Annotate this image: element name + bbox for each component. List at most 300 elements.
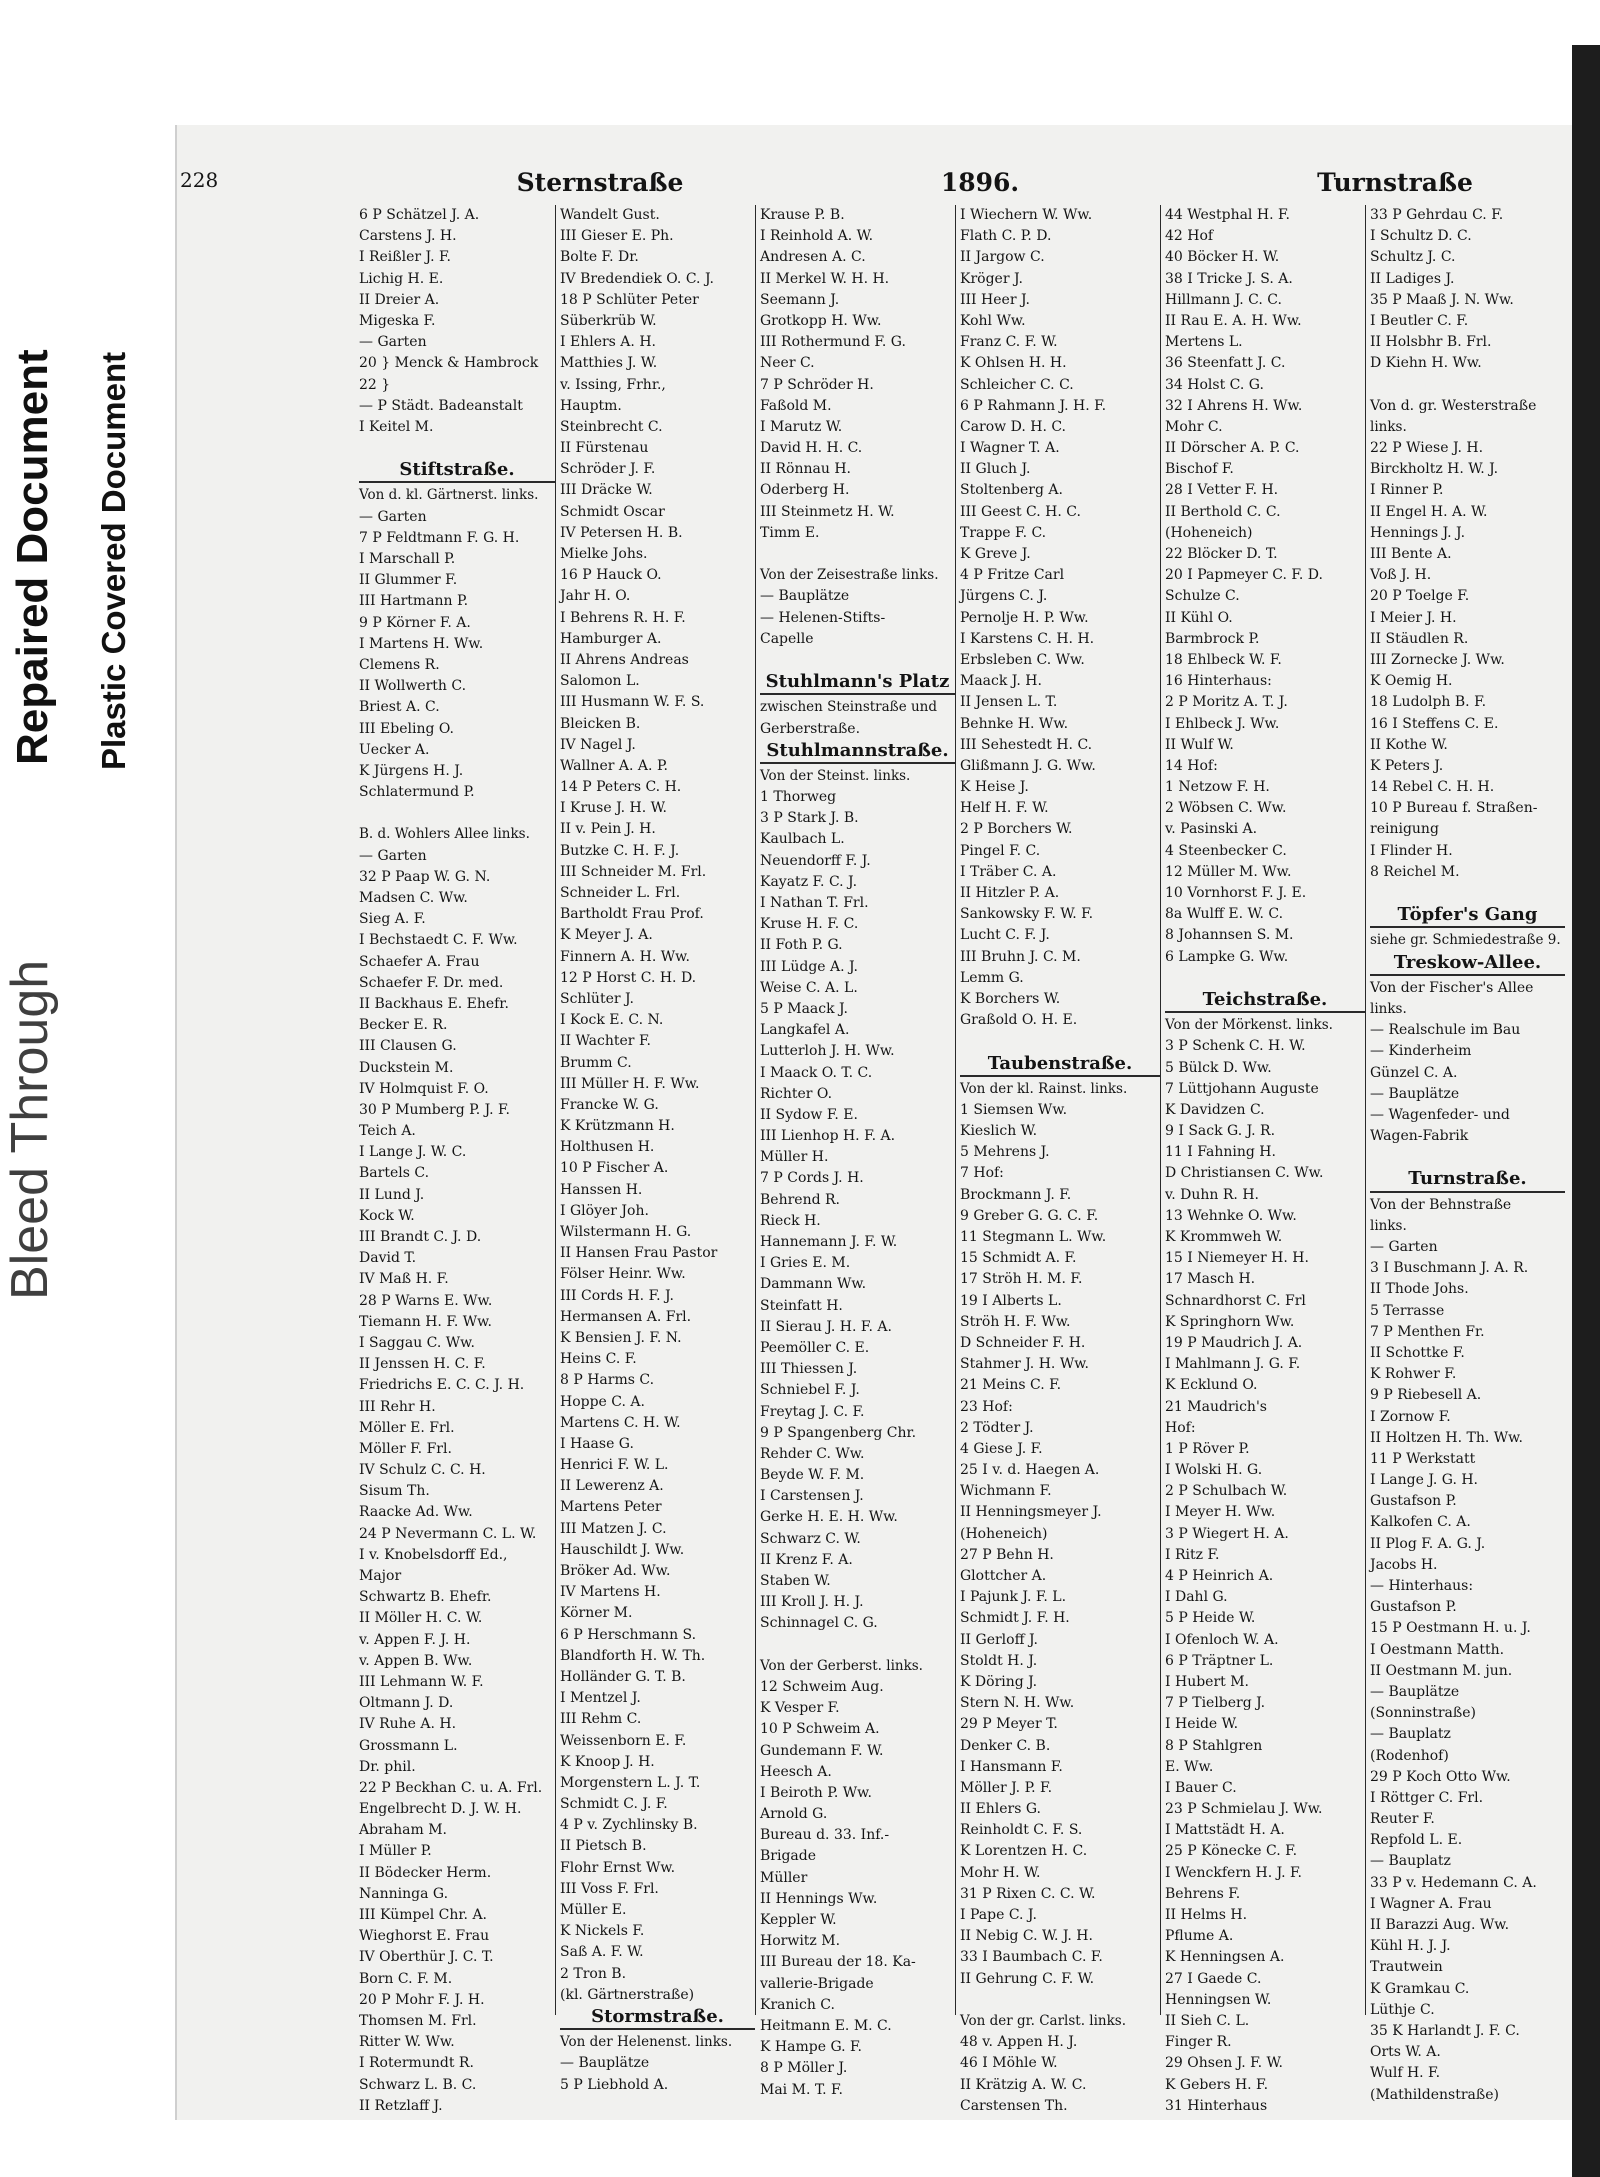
directory-entry: reinigung <box>1370 821 1439 838</box>
directory-entry: Von der Steinst. links. <box>760 767 911 784</box>
directory-entry: I Oestmann Matth. <box>1370 1641 1505 1658</box>
directory-entry: 33 P Gehrdau C. F. <box>1370 207 1504 223</box>
directory-entry: IV Schulz C. C. H. <box>359 1462 486 1479</box>
directory-entry: II Holtzen H. Th. Ww. <box>1370 1429 1523 1446</box>
directory-entry: I Reißler J. F. <box>359 249 451 266</box>
directory-entry: IV Ruhe A. H. <box>359 1716 457 1733</box>
directory-entry: II Jenssen H. C. F. <box>359 1356 486 1373</box>
directory-entry: 7 P Feldtmann F. G. H. <box>359 529 520 546</box>
directory-entry: Müller <box>760 1869 808 1886</box>
directory-entry: II Sieh C. L. <box>1165 2012 1250 2029</box>
directory-entry: Holthusen H. <box>560 1139 655 1156</box>
directory-entry: Capelle <box>760 630 814 647</box>
directory-entry: 35 P Maaß J. N. Ww. <box>1370 291 1514 308</box>
directory-entry: I Kock E. C. N. <box>560 1012 664 1029</box>
directory-entry: II Merkel W. H. H. <box>760 270 890 287</box>
directory-entry: v. Appen B. Ww. <box>359 1652 473 1669</box>
directory-entry: 1 Siemsen Ww. <box>960 1101 1068 1118</box>
directory-entry: Matthies J. W. <box>560 355 658 372</box>
directory-entry: III Rehm C. <box>560 1711 642 1728</box>
directory-entry: v. Pasinski A. <box>1165 821 1258 838</box>
directory-entry: 27 P Behn H. <box>960 1546 1054 1563</box>
directory-entry: K Davidzen C. <box>1165 1101 1265 1118</box>
directory-entry: Wilstermann H. G. <box>560 1224 692 1240</box>
directory-entry: III Thiessen J. <box>760 1361 858 1378</box>
directory-entry: I Müller P. <box>359 1843 432 1860</box>
directory-entry: 9 I Sack G. J. R. <box>1165 1123 1276 1140</box>
directory-entry: Glißmann J. G. Ww. <box>960 757 1096 774</box>
directory-entry: K Nickels F. <box>560 1923 645 1940</box>
directory-entry: Abraham M. <box>359 1822 447 1839</box>
directory-entry: Günzel C. A. <box>1370 1064 1458 1081</box>
directory-entry: Behrend R. <box>760 1191 840 1208</box>
directory-columns <box>355 205 1565 2114</box>
directory-entry: II Lewerenz A. <box>560 1478 664 1495</box>
directory-entry: Lemm G. <box>960 969 1024 986</box>
directory-entry: 5 P Maack J. <box>760 1000 849 1017</box>
directory-entry: — Garten <box>359 847 427 864</box>
directory-entry: 7 P Tielberg J. <box>1165 1695 1266 1712</box>
directory-entry: — Garten <box>359 334 427 351</box>
directory-entry: II Hitzler P. A. <box>960 885 1060 901</box>
directory-entry: E. Ww. <box>1165 1758 1214 1775</box>
directory-entry: I Ritz F. <box>1165 1546 1220 1563</box>
directory-entry: Pingel F. C. <box>960 842 1041 859</box>
directory-entry: Jürgens C. J. <box>960 588 1048 605</box>
directory-entry: I Wenckfern H. J. F. <box>1165 1864 1302 1881</box>
directory-entry: Blandforth H. W. Th. <box>560 1647 706 1664</box>
directory-entry: I Ehlers A. H. <box>560 334 656 351</box>
directory-entry: — Kinderheim <box>1370 1043 1472 1060</box>
directory-entry: 22 P Wiese J. H. <box>1370 440 1484 457</box>
directory-entry: I Haase G. <box>560 1435 634 1452</box>
directory-entry: Neer C. <box>760 355 815 372</box>
directory-entry: 12 Müller M. Ww. <box>1165 863 1292 880</box>
directory-entry: Sieg A. F. <box>359 911 426 928</box>
directory-entry: 23 Hof: <box>960 1398 1013 1415</box>
directory-entry: II Foth P. G. <box>760 937 843 954</box>
directory-entry: Hanssen H. <box>560 1181 643 1198</box>
directory-entry: I Bechstaedt C. F. Ww. <box>359 932 518 949</box>
directory-entry: Dammann Ww. <box>760 1276 867 1293</box>
directory-entry: I Saggau C. Ww. <box>359 1334 475 1351</box>
scan-margin-labels <box>0 0 175 2177</box>
directory-entry: III Sehestedt H. C. <box>960 736 1093 753</box>
directory-entry: Bartholdt Frau Prof. <box>560 906 704 923</box>
directory-entry: K Ecklund O. <box>1165 1377 1258 1394</box>
directory-entry: K Bensien J. F. N. <box>560 1329 682 1346</box>
directory-entry: — Bauplätze <box>560 2055 650 2072</box>
street-heading: Taubenstraße. <box>960 1053 1160 1077</box>
directory-entry: II Fürstenau <box>560 440 649 457</box>
directory-entry: — Helenen-Stifts- <box>760 609 886 626</box>
directory-entry: III Kroll J. H. J. <box>760 1594 864 1611</box>
directory-entry: II Henningsmeyer J. <box>960 1504 1102 1521</box>
directory-entry: Birckholtz H. W. J. <box>1370 461 1499 478</box>
directory-entry: 1 Netzow F. H. <box>1165 779 1270 796</box>
directory-entry: 11 I Fahning H. <box>1165 1144 1276 1161</box>
directory-entry: 25 P Könecke C. F. <box>1165 1843 1298 1860</box>
directory-entry: Ströh H. F. Ww. <box>960 1313 1071 1330</box>
directory-entry: I Carstensen J. <box>760 1488 864 1505</box>
directory-entry: Von der kl. Rainst. links. <box>960 1080 1128 1097</box>
directory-entry: Staben W. <box>760 1573 831 1589</box>
directory-entry: Schaefer A. Frau <box>359 953 480 970</box>
directory-entry: II Rönnau H. <box>760 461 851 478</box>
directory-entry: Kaulbach L. <box>760 831 845 848</box>
directory-entry: II Bödecker Herm. <box>359 1864 492 1881</box>
directory-entry: Lucht C. F. J. <box>960 927 1050 944</box>
directory-entry: II v. Pein J. H. <box>560 821 656 838</box>
directory-entry: Kalkofen C. A. <box>1370 1514 1471 1531</box>
directory-column-1 <box>355 205 555 2114</box>
street-heading: Stormstraße. <box>560 2006 755 2030</box>
directory-entry: II Lund J. <box>359 1186 425 1203</box>
directory-entry: III Bureau der 18. Ka- <box>760 1954 916 1971</box>
directory-entry: Mohr H. W. <box>960 1864 1041 1881</box>
directory-entry: 8 Johannsen S. M. <box>1165 927 1294 944</box>
directory-entry: (kl. Gärtnerstraße) <box>560 1986 695 2003</box>
directory-entry: II Barazzi Aug. Ww. <box>1370 1917 1510 1933</box>
directory-entry: Heitmann E. M. C. <box>760 2017 892 2034</box>
directory-entry: II Jensen L. T. <box>960 694 1058 711</box>
directory-entry: — Realschule im Bau <box>1370 1022 1521 1039</box>
directory-entry: Ritter W. Ww. <box>359 2034 455 2051</box>
directory-entry: II Oestmann M. jun. <box>1370 1662 1513 1679</box>
directory-entry: Von der Helenenst. links. <box>560 2034 733 2051</box>
directory-entry: Bröker Ad. Ww. <box>560 1563 671 1579</box>
directory-entry: Nanninga G. <box>359 1885 449 1902</box>
directory-entry: Behnke H. Ww. <box>960 715 1069 732</box>
bleed-through-label: Bleed Through <box>1 959 59 1300</box>
directory-entry: II Dreier A. <box>359 291 440 308</box>
directory-entry: I Flinder H. <box>1370 842 1453 859</box>
directory-entry: II Wulf W. <box>1165 736 1234 753</box>
directory-entry: II Gerloff J. <box>960 1631 1038 1648</box>
directory-entry: Gerke H. E. H. Ww. <box>760 1509 898 1526</box>
directory-entry: (Mathildenstraße) <box>1370 2086 1499 2103</box>
directory-entry: Glottcher A. <box>960 1568 1047 1584</box>
directory-entry: Carstens J. H. <box>359 228 457 245</box>
directory-entry: — Garten <box>1370 1239 1438 1255</box>
directory-entry: Weissenborn E. F. <box>560 1732 687 1749</box>
directory-entry: Repfold L. E. <box>1370 1832 1463 1849</box>
directory-entry: 6 P Träptner L. <box>1165 1652 1274 1669</box>
directory-entry: Martens C. H. W. <box>560 1414 681 1431</box>
directory-entry: Hof: <box>1165 1419 1196 1436</box>
directory-entry: Wandelt Gust. <box>560 207 660 223</box>
directory-entry: 2 Tron B. <box>560 1965 627 1982</box>
directory-entry: 18 P Schlüter Peter <box>560 291 699 308</box>
directory-entry: links. <box>1370 418 1407 435</box>
directory-entry: Gerberstraße. <box>760 720 861 737</box>
directory-entry: III Kümpel Chr. A. <box>359 1907 488 1923</box>
directory-entry: II Dörscher A. P. C. <box>1165 440 1300 457</box>
directory-entry: I Träber C. A. <box>960 863 1057 880</box>
directory-entry: (Hoheneich) <box>1165 524 1253 541</box>
directory-entry: Schnardhorst C. Frl <box>1165 1292 1306 1309</box>
directory-entry: Friedrichs E. C. C. J. H. <box>359 1377 525 1394</box>
directory-entry: Schwartz B. Ehefr. <box>359 1589 492 1606</box>
directory-entry: 34 Holst C. G. <box>1165 376 1264 393</box>
directory-entry: I Keitel M. <box>359 418 434 435</box>
directory-entry: v. Issing, Frhr., <box>560 376 666 393</box>
directory-entry: 6 Lampke G. Ww. <box>1165 948 1289 965</box>
directory-entry: I Wagner T. A. <box>960 440 1060 457</box>
directory-entry: Barmbrock P. <box>1165 630 1260 647</box>
directory-entry <box>359 438 555 459</box>
directory-entry: 3 P Wiegert H. A. <box>1165 1525 1289 1542</box>
directory-entry: 4 P Heinrich A. <box>1165 1568 1274 1584</box>
directory-entry: Steinfatt H. <box>760 1297 843 1314</box>
directory-entry: Stoldt H. J. <box>960 1652 1038 1669</box>
directory-entry: 7 P Schröder H. <box>760 376 874 393</box>
directory-entry: Oltmann J. D. <box>359 1695 454 1712</box>
directory-entry: K Greve J. <box>960 546 1031 562</box>
directory-entry: I Reinhold A. W. <box>760 228 874 245</box>
directory-entry: Carow D. H. C. <box>960 418 1067 435</box>
directory-entry: 16 I Steffens C. E. <box>1370 715 1499 732</box>
header-year: 1896. <box>940 168 1020 197</box>
directory-entry: Schleicher C. C. <box>960 376 1074 393</box>
directory-entry: Beyde W. F. M. <box>760 1467 865 1484</box>
directory-entry: 15 I Niemeyer H. H. <box>1165 1250 1309 1267</box>
page-header <box>180 168 1565 206</box>
directory-entry: I Lange J. G. H. <box>1370 1472 1479 1489</box>
directory-entry: Schultz J. C. <box>1370 249 1456 266</box>
directory-entry: — Garten <box>359 508 427 525</box>
directory-entry: 5 Mehrens J. <box>960 1144 1050 1161</box>
directory-entry: K Henningsen A. <box>1165 1949 1285 1966</box>
directory-entry: Möller F. Frl. <box>359 1440 452 1457</box>
directory-entry: Hennings J. J. <box>1370 524 1466 541</box>
directory-entry: Uecker A. <box>359 741 430 758</box>
directory-entry: Krause P. B. <box>760 207 845 223</box>
header-left-title: Sternstraße <box>516 168 684 197</box>
directory-entry <box>760 544 955 565</box>
directory-entry: — Bauplatz <box>1370 1853 1451 1870</box>
directory-entry: I Hubert M. <box>1165 1673 1250 1690</box>
directory-entry: (Rodenhof) <box>1370 1747 1449 1764</box>
directory-entry: I Wiechern W. Ww. <box>960 207 1093 223</box>
directory-entry: Engelbrecht D. J. W. H. <box>359 1801 522 1818</box>
directory-entry: Erbsleben C. Ww. <box>960 651 1085 668</box>
directory-entry: Neuendorff F. J. <box>760 852 871 869</box>
directory-entry: 4 Steenbecker C. <box>1165 842 1287 859</box>
directory-entry: Fölser Heinr. Ww. <box>560 1266 686 1283</box>
directory-entry: Keppler W. <box>760 1912 837 1928</box>
directory-entry: III Voss F. Frl. <box>560 1880 659 1897</box>
directory-entry: 20 } Menck & Hambrock <box>359 355 539 372</box>
directory-entry: 22 Blöcker D. T. <box>1165 546 1278 562</box>
directory-entry: 2 Tödter J. <box>960 1419 1034 1436</box>
directory-entry: Heins C. F. <box>560 1351 637 1368</box>
directory-entry: Bleicken B. <box>560 715 641 732</box>
street-heading: Treskow-Allee. <box>1370 952 1565 976</box>
directory-entry: 18 Ehlbeck W. F. <box>1165 651 1282 668</box>
directory-entry: 7 P Menthen Fr. <box>1370 1323 1485 1340</box>
directory-entry: II Rau E. A. H. Ww. <box>1165 312 1302 329</box>
directory-entry: Weise C. A. L. <box>760 979 858 996</box>
directory-entry: 29 Ohsen J. F. W. <box>1165 2055 1283 2072</box>
directory-entry: I Marutz W. <box>760 418 843 435</box>
directory-entry: Hannemann J. F. W. <box>760 1234 898 1250</box>
directory-entry: I Wagner A. Frau <box>1370 1895 1492 1912</box>
directory-entry: I Schultz D. C. <box>1370 228 1472 245</box>
directory-entry: III Lehmann W. F. <box>359 1673 484 1690</box>
directory-entry: K Jürgens H. J. <box>359 762 464 779</box>
directory-entry: I Pajunk J. F. L. <box>960 1589 1067 1606</box>
directory-entry: David T. <box>359 1250 417 1267</box>
directory-entry: I Nathan T. Frl. <box>760 895 869 911</box>
directory-entry: Duckstein M. <box>359 1059 454 1076</box>
directory-entry: 17 Masch H. <box>1165 1271 1256 1288</box>
street-heading: Stuhlmannstraße. <box>760 740 955 764</box>
directory-entry: Von der Gerberst. links. <box>760 1657 923 1674</box>
directory-entry: 14 Rebel C. H. H. <box>1370 779 1495 796</box>
directory-entry: Horwitz M. <box>760 1933 841 1950</box>
directory-entry: Martens Peter <box>560 1499 662 1516</box>
directory-entry: 10 P Bureau f. Straßen- <box>1370 800 1538 817</box>
directory-entry: II Ladiges J. <box>1370 270 1455 287</box>
directory-entry: 42 Hof <box>1165 228 1214 245</box>
directory-entry: Schneider L. Frl. <box>560 885 681 901</box>
directory-entry: Finger R. <box>1165 2034 1232 2051</box>
directory-entry: 22 } <box>359 376 391 393</box>
directory-entry: 1 Thorweg <box>760 789 837 806</box>
directory-entry: II Kothe W. <box>1370 736 1448 753</box>
directory-entry: K Meyer J. A. <box>560 927 653 944</box>
directory-entry: 30 P Mumberg P. J. F. <box>359 1101 511 1118</box>
directory-entry: Wallner A. A. P. <box>560 757 668 774</box>
directory-entry: Kranich C. <box>760 1996 835 2013</box>
directory-entry: Bureau d. 33. Inf.- <box>760 1827 890 1844</box>
directory-entry: III Schneider M. Frl. <box>560 863 707 880</box>
directory-entry: I Meier J. H. <box>1370 609 1457 626</box>
directory-entry: 9 P Spangenberg Chr. <box>760 1424 917 1441</box>
directory-entry: IV Oberthür J. C. T. <box>359 1949 494 1966</box>
directory-entry: Von der Fischer's Allee <box>1370 979 1534 996</box>
directory-entry: Morgenstern L. J. T. <box>560 1774 701 1791</box>
directory-entry: — Bauplätze <box>760 588 850 605</box>
directory-entry: III Matzen J. C. <box>560 1520 667 1537</box>
directory-entry: III Lüdge A. J. <box>760 958 858 975</box>
directory-entry: III Ebeling O. <box>359 720 454 737</box>
directory-entry: 48 v. Appen H. J. <box>960 2034 1078 2051</box>
directory-entry: Flath C. P. D. <box>960 228 1052 245</box>
directory-entry: 36 Steenfatt J. C. <box>1165 355 1286 372</box>
directory-entry: — Bauplätze <box>1370 1085 1460 1102</box>
directory-entry: Wichmann F. <box>960 1483 1052 1500</box>
directory-entry: III Rehr H. <box>359 1398 436 1415</box>
directory-entry: Faßold M. <box>760 397 832 414</box>
directory-entry: I Wolski H. G. <box>1165 1462 1263 1479</box>
directory-entry: Denker C. B. <box>960 1737 1051 1754</box>
header-right-title: Turnstraße <box>1317 168 1473 197</box>
directory-entry: K Ohlsen H. H. <box>960 355 1067 372</box>
directory-entry: II Helms H. <box>1165 1907 1248 1923</box>
directory-entry: III Rothermund F. G. <box>760 334 906 351</box>
directory-entry: III Brandt C. J. D. <box>359 1229 482 1245</box>
directory-entry: 6 P Schätzel J. A. <box>359 207 480 223</box>
directory-entry: I Röttger C. Frl. <box>1370 1789 1484 1806</box>
directory-entry: Jacobs H. <box>1370 1556 1438 1573</box>
directory-entry <box>760 650 955 671</box>
directory-entry: II Kühl O. <box>1165 609 1233 626</box>
directory-entry: Möller E. Frl. <box>359 1419 455 1436</box>
directory-entry: Orts W. A. <box>1370 2044 1441 2061</box>
directory-entry: II Engel H. A. W. <box>1370 503 1488 520</box>
directory-entry: Schmidt J. F. H. <box>960 1610 1070 1627</box>
directory-entry: Schulze C. <box>1165 588 1240 605</box>
directory-entry: zwischen Steinstraße und <box>760 699 938 716</box>
directory-entry: Mohr C. <box>1165 418 1223 435</box>
directory-entry: 2 P Borchers W. <box>960 821 1073 838</box>
directory-entry: Stoltenberg A. <box>960 482 1063 499</box>
directory-entry: K Krützmann H. <box>560 1118 675 1135</box>
directory-entry: II Hennings Ww. <box>760 1890 878 1907</box>
directory-column-4 <box>955 205 1160 2114</box>
directory-entry: (Hoheneich) <box>960 1525 1048 1542</box>
directory-entry: Born C. F. M. <box>359 1970 453 1987</box>
directory-entry: 5 P Liebhold A. <box>560 2076 669 2093</box>
directory-entry: II Pietsch B. <box>560 1838 647 1855</box>
directory-entry: 35 K Harlandt J. F. C. <box>1370 2022 1520 2039</box>
directory-entry: II Hansen Frau Pastor <box>560 1245 718 1262</box>
directory-entry: D Schneider F. H. <box>960 1334 1086 1351</box>
directory-entry: Schlatermund P. <box>359 784 475 801</box>
directory-entry: K Knoop J. H. <box>560 1753 655 1770</box>
directory-entry: 28 I Vetter F. H. <box>1165 482 1279 499</box>
directory-entry: Mai M. T. F. <box>760 2081 844 2098</box>
directory-entry: 2 Wöbsen C. Ww. <box>1165 800 1287 817</box>
directory-entry: II Wollwerth C. <box>359 678 467 695</box>
directory-entry: Bolte F. Dr. <box>560 249 639 266</box>
directory-entry: 20 P Mohr F. J. H. <box>359 1991 485 2008</box>
directory-entry: Trautwein <box>1370 1959 1443 1976</box>
directory-entry: Von d. kl. Gärtnerst. links. <box>359 487 539 504</box>
directory-entry: IV Petersen H. B. <box>560 524 683 541</box>
directory-entry: IV Nagel J. <box>560 736 636 753</box>
directory-entry: II Holsbhr B. Frl. <box>1370 334 1492 351</box>
directory-entry: 19 P Maudrich J. A. <box>1165 1334 1303 1351</box>
directory-entry: II Backhaus E. Ehefr. <box>359 995 509 1012</box>
directory-entry: — Bauplatz <box>1370 1726 1451 1743</box>
directory-entry: Grossmann L. <box>359 1737 458 1754</box>
directory-entry: I Kruse J. H. W. <box>560 800 667 817</box>
directory-entry: 8 P Stahlgren <box>1165 1737 1263 1754</box>
directory-entry <box>1370 1147 1565 1168</box>
directory-entry: I Mahlmann J. G. F. <box>1165 1356 1301 1373</box>
directory-entry: Hillmann J. C. C. <box>1165 291 1282 308</box>
directory-entry: 2 P Schulbach W. <box>1165 1483 1288 1500</box>
directory-entry: 5 P Heide W. <box>1165 1610 1256 1627</box>
directory-entry: IV Martens H. <box>560 1584 661 1601</box>
directory-column-5 <box>1160 205 1365 2114</box>
directory-entry: II Berthold C. C. <box>1165 503 1281 520</box>
directory-entry: II Möller H. C. W. <box>359 1610 483 1627</box>
directory-entry: Kock W. <box>359 1207 415 1224</box>
directory-entry: K Krommweh W. <box>1165 1229 1283 1245</box>
directory-entry: 8a Wulff E. W. C. <box>1165 906 1284 923</box>
street-heading: Stuhlmann's Platz <box>760 671 955 695</box>
directory-entry: 27 I Gaede C. <box>1165 1970 1262 1987</box>
directory-entry: I Zornow F. <box>1370 1408 1451 1425</box>
directory-entry: I Pape C. J. <box>960 1907 1037 1923</box>
directory-entry: 23 P Schmielau J. Ww. <box>1165 1801 1323 1818</box>
directory-entry: II Retzlaff J. <box>359 2097 443 2114</box>
directory-entry: v. Appen F. J. H. <box>359 1631 471 1648</box>
